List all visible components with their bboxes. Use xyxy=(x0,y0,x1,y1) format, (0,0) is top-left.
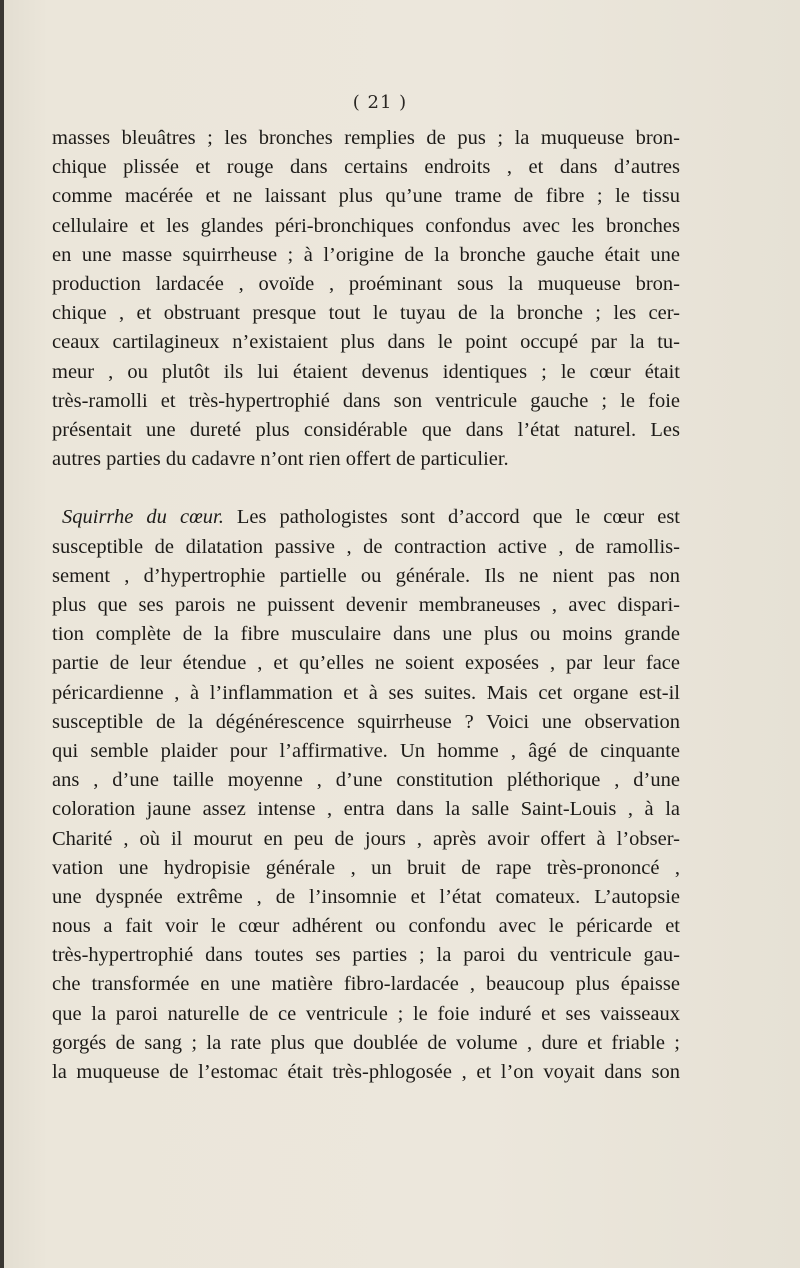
text-line: meur , ou plutôt ils lui étaient devenus identiques ; le cœur était xyxy=(52,360,680,383)
text-fragment: Les pathologistes sont d’accord que le cœur est xyxy=(223,506,680,529)
paragraph-2-first-line xyxy=(52,503,680,532)
text-line: une dyspnée extrême , de l’insomnie et l’état comateux. L’autopsie xyxy=(52,885,680,908)
paragraph-1 xyxy=(52,124,680,474)
paragraph-2 xyxy=(52,503,680,1087)
text-line: susceptible de la dégénérescence squirrheuse ? Voici une observation xyxy=(52,710,680,733)
text-line: tion complète de la fibre musculaire dans une plus ou moins grande xyxy=(52,623,680,646)
text-line: production lardacée , ovoïde , proéminant sous la muqueuse bron- xyxy=(52,272,680,295)
text-line: ans , d’une taille moyenne , d’une constitution pléthorique , d’une xyxy=(52,769,680,792)
text-line: que la paroi naturelle de ce ventricule ; le foie induré et ses vaisseaux xyxy=(52,1002,680,1025)
text-line: autres parties du cadavre n’ont rien offert de particulier. xyxy=(52,448,509,471)
text-line: très-ramolli et très-hypertrophié dans son ventricule gauche ; le foie xyxy=(52,389,680,412)
text-line: nous a fait voir le cœur adhérent ou confondu avec le péricarde et xyxy=(52,915,680,938)
text-line: che transformée en une matière fibro-lardacée , beaucoup plus épaisse xyxy=(52,973,680,996)
text-line: comme macérée et ne laissant plus qu’une trame de fibre ; le tissu xyxy=(52,185,680,208)
text-line: en une masse squirrheuse ; à l’origine de la bronche gauche était une xyxy=(52,243,680,266)
text-line: la muqueuse de l’estomac était très-phlogosée , et l’on voyait dans son xyxy=(52,1061,680,1083)
text-line: vation une hydropisie générale , un bruit de rape très-prononcé , xyxy=(52,856,680,879)
text-line: partie de leur étendue , et qu’elles ne soient exposées , par leur face xyxy=(52,652,680,675)
text-line: masses bleuâtres ; les bronches remplies de pus ; la muqueuse bron- xyxy=(52,127,680,149)
text-line: ceaux cartilagineux n’existaient plus dans le point occupé par la tu- xyxy=(52,331,680,354)
page-number: ( 21 ) xyxy=(352,92,408,113)
text-line: gorgés de sang ; la rate plus que doublée de volume , dure et friable ; xyxy=(52,1031,680,1054)
paragraph-gap xyxy=(52,474,680,503)
text-line: qui semble plaider pour l’affirmative. Un homme , âgé de cinquante xyxy=(52,739,680,762)
text-line: très-hypertrophié dans toutes ses parties ; la paroi du ventricule gau- xyxy=(52,944,680,967)
section-heading: Squirrhe du cœur. xyxy=(62,506,224,529)
text-line: susceptible de dilatation passive , de contraction active , de ramollis- xyxy=(52,535,680,558)
text-line: chique , et obstruant presque tout le tuyau de la bronche ; les cer- xyxy=(52,302,680,325)
body-text xyxy=(52,124,680,1087)
text-line: cellulaire et les glandes péri-bronchiques confondus avec les bronches xyxy=(52,214,680,237)
text-line: présentait une dureté plus considérable que dans l’état naturel. Les xyxy=(52,418,680,441)
text-line: sement , d’hypertrophie partielle ou générale. Ils ne nient pas non xyxy=(52,564,680,587)
text-line: Charité , où il mourut en peu de jours , après avoir offert à l’obser- xyxy=(52,827,680,850)
text-line: péricardienne , à l’inflammation et à ses suites. Mais cet organe est-il xyxy=(52,681,680,704)
text-line: chique plissée et rouge dans certains endroits , et dans d’autres xyxy=(52,156,680,179)
binding-edge xyxy=(0,0,4,1268)
text-line: plus que ses parois ne puissent devenir membraneuses , avec dispari- xyxy=(52,594,680,616)
text-line: coloration jaune assez intense , entra dans la salle Saint-Louis , à la xyxy=(52,798,680,821)
